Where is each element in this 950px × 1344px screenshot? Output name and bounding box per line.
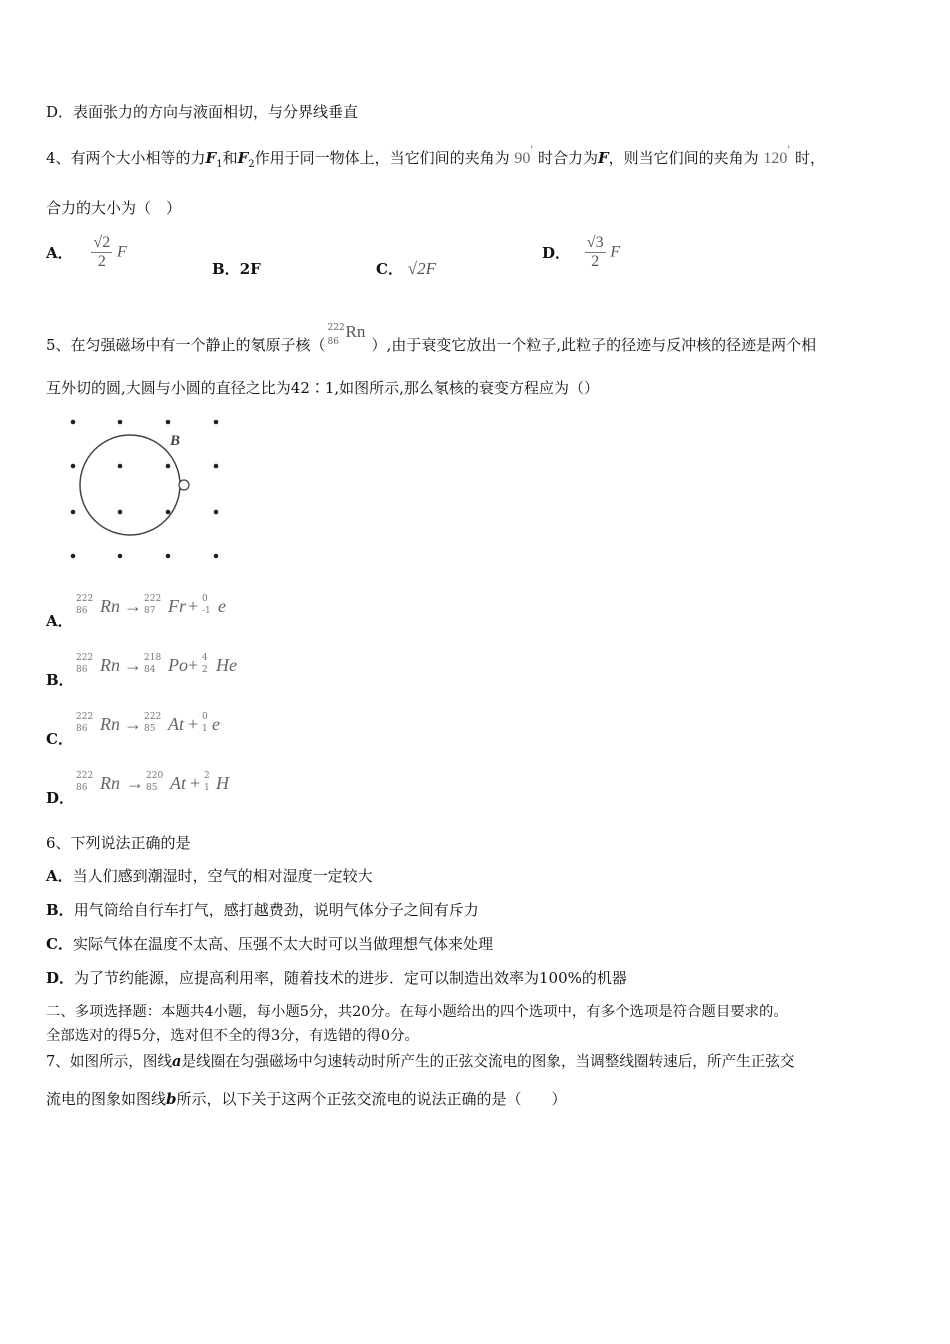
- q5-a-parent: Rn: [100, 596, 120, 616]
- q6-option-b-label: B．: [46, 901, 74, 919]
- q5-b-particle: He: [216, 655, 237, 675]
- q6-option-b-text: 用气筒给自行车打气，感打越费劲，说明气体分子之间有斥力: [73, 901, 479, 919]
- q5-text-a: 5、在匀强磁场中有一个静止的氡原子核（: [46, 336, 326, 354]
- field-label-b: B: [170, 433, 181, 449]
- q5-a-xc: -1: [202, 606, 211, 616]
- q5-c-dc: 85: [144, 724, 156, 734]
- q5-a-arrow: →: [124, 596, 142, 616]
- q5-c-pc: 86: [76, 724, 88, 734]
- q7-text-d: 所示，以下关于这两个正弦交流电的说法正确的是（ ）: [176, 1090, 567, 1108]
- field-dots: [71, 420, 219, 559]
- q4-option-a-label: A．: [46, 244, 73, 262]
- q5-d-arrow: →: [126, 773, 144, 793]
- q4-option-a-num: √2: [93, 234, 111, 251]
- q5-line2: 互外切的圆,大圆与小圆的直径之比为42∶1,如图所示,那么氡核的衰变方程应为（）: [46, 379, 599, 397]
- q5-d-dc: 85: [146, 783, 158, 793]
- q4-stem-line2: [46, 198, 181, 218]
- q7-text-a: 7、如图所示，图线: [46, 1053, 173, 1070]
- q5-d-daughter: At: [170, 773, 186, 793]
- q5-a-dc: 87: [144, 606, 156, 616]
- q5-b-plus: +: [188, 655, 199, 675]
- q4-line2: 合力的大小为（ ）: [46, 199, 182, 217]
- q5-option-a-label: A．: [46, 612, 73, 630]
- q5-b-daughter: Po: [168, 655, 188, 675]
- q7-text-c: 流电的图象如图线: [46, 1090, 167, 1108]
- q5-stem-line1: [46, 322, 817, 355]
- q4-option-b-text: 2F: [239, 260, 261, 278]
- q5-c-xc: 1: [202, 724, 208, 734]
- q5-c-daughter: At: [168, 714, 184, 734]
- q5-a-dm: 222: [144, 594, 162, 604]
- small-circle-track: [179, 480, 189, 490]
- q5-c-xm: 0: [202, 712, 208, 722]
- q6-stem: [46, 833, 191, 853]
- q7-text-b: 是线圈在匀强磁场中匀速转动时所产生的正弦交流电的图象，当调整线圈转速后，所产生正弦交: [181, 1053, 795, 1070]
- q5-c-pm: 222: [76, 712, 94, 722]
- q4-option-b-label: B．: [212, 260, 240, 278]
- q4-option-d: [542, 234, 620, 271]
- q5-d-pm: 222: [76, 771, 94, 781]
- q5-b-dc: 84: [144, 665, 156, 675]
- q5-nucleus: [326, 322, 372, 350]
- q6-option-d-label: D．: [46, 969, 75, 987]
- q4-text-b: 作用于同一物体上，当它们间的夹角为: [254, 149, 510, 167]
- q5-b-xc: 2: [202, 665, 208, 675]
- section2-line2-text: 全部选对的得5分，选对但不全的得3分，有选错的得0分。: [46, 1028, 419, 1044]
- q6-stem-text: 6、下列说法正确的是: [46, 834, 191, 852]
- q6-option-c-text: 实际气体在温度不太高、压强不太大时可以当做理想气体来处理: [72, 935, 493, 953]
- q5-c-particle: e: [212, 714, 220, 734]
- q6-option-a-text: 当人们感到潮湿时，空气的相对湿度一定较大: [72, 867, 373, 885]
- q5-b-parent: Rn: [100, 655, 120, 675]
- q5-b-xm: 4: [202, 653, 208, 663]
- q5-b-pc: 86: [76, 665, 88, 675]
- q3-option-d: [46, 102, 358, 122]
- q5-d-plus: +: [190, 773, 201, 793]
- q5-d-dm: 220: [146, 771, 164, 781]
- q5-nucleus-symbol: Rn: [345, 322, 366, 341]
- q7-var-b: b: [166, 1090, 177, 1108]
- large-circle-track: [80, 435, 180, 535]
- q5-d-parent: Rn: [100, 773, 120, 793]
- q4-angle2: 120: [763, 150, 788, 167]
- q4-option-c-label: C．: [376, 260, 403, 278]
- q4-option-c: [376, 258, 436, 279]
- q6-option-c-label: C．: [46, 935, 73, 953]
- q4-option-c-text: √2F: [407, 259, 436, 278]
- q3-option-d-text: D．表面张力的方向与液面相切，与分界线垂直: [46, 103, 359, 121]
- q5-option-b-label: B．: [46, 671, 74, 689]
- q5-a-pc: 86: [76, 606, 88, 616]
- q5-b-pm: 222: [76, 653, 94, 663]
- q4-stem-line1: 4、有两个大小相等的力$F_1$和$F_2$作用于同一物体上，当它们间的夹角为 90' 时合力为F，则当它们间的夹角为 120' 时，: [46, 145, 825, 170]
- q5-option-c-label: C．: [46, 730, 73, 748]
- q4-angle1: 90: [514, 150, 531, 167]
- q7-var-a: a: [172, 1053, 182, 1070]
- q4-text-d: ，则当它们间的夹角为: [608, 149, 759, 167]
- q4-and: 和: [222, 149, 238, 167]
- q5-d-xm: 2: [204, 771, 210, 781]
- q5-a-pm: 222: [76, 594, 94, 604]
- q5-text-b: ）,由于衰变它放出一个粒子,此粒子的径迹与反冲核的径迹是两个相: [371, 336, 817, 354]
- q4-f: F: [597, 149, 609, 167]
- q4-text-e: 时，: [794, 149, 825, 167]
- q4-f1: F: [205, 149, 217, 167]
- q5-a-particle: e: [218, 596, 226, 616]
- q5-c-parent: Rn: [100, 714, 120, 734]
- q4-text-c: 时合力为: [537, 149, 598, 167]
- q4-text-a: 4、有两个大小相等的力: [46, 149, 206, 167]
- q4-f2: F: [237, 149, 249, 167]
- q6-option-a-label: A．: [46, 867, 73, 885]
- q5-b-dm: 218: [144, 653, 162, 663]
- section2-line2: [46, 1026, 419, 1046]
- q5-a-plus: +: [188, 596, 199, 616]
- q6-option-b: [46, 900, 479, 920]
- section2-line1-text: 二、多项选择题：本题共4小题，每小题5分，共20分。在每小题给出的四个选项中，有多个选项是符合题目要求的。: [46, 1004, 788, 1020]
- q4-option-b: [212, 258, 261, 279]
- q4-f2-sub: 2: [248, 159, 255, 170]
- q5-a-daughter: Fr: [168, 596, 186, 616]
- q5-nucleus-mass: 222: [327, 323, 345, 333]
- q4-option-a-var: F: [116, 243, 127, 261]
- q5-c-plus: +: [188, 714, 199, 734]
- q4-option-d-den: 2: [591, 253, 600, 270]
- q4-option-d-label: D．: [542, 244, 571, 262]
- q4-option-a-den: 2: [97, 253, 106, 270]
- q6-option-c: [46, 934, 493, 954]
- q5-d-particle: H: [216, 773, 229, 793]
- q5-option-d-label: D．: [46, 789, 75, 807]
- q5-d-xc: 1: [204, 783, 210, 793]
- q5-d-pc: 86: [76, 783, 88, 793]
- section2-line1: [46, 1002, 788, 1022]
- q7-stem-line1: [46, 1052, 794, 1072]
- q6-option-a: [46, 866, 373, 886]
- q4-option-d-fraction: [585, 234, 606, 271]
- q4-f1-sub: 1: [216, 159, 223, 170]
- q5-stem-line2: [46, 378, 599, 398]
- q5-a-xm: 0: [202, 594, 208, 604]
- q5-figure: [60, 410, 240, 570]
- q4-option-a-fraction: [91, 234, 112, 271]
- q5-c-dm: 222: [144, 712, 162, 722]
- q5-c-arrow: →: [124, 714, 142, 734]
- q4-option-d-num: √3: [586, 234, 604, 251]
- q4-option-a: [46, 234, 127, 271]
- q4-option-d-var: F: [610, 243, 621, 261]
- q6-option-d: [46, 968, 627, 988]
- q5-nucleus-charge: 86: [327, 337, 339, 347]
- q7-stem-line2: [46, 1089, 567, 1109]
- q5-b-arrow: →: [124, 655, 142, 675]
- q6-option-d-text: 为了节约能源，应提高利用率，随着技术的进步．定可以制造出效率为100%的机器: [74, 969, 627, 987]
